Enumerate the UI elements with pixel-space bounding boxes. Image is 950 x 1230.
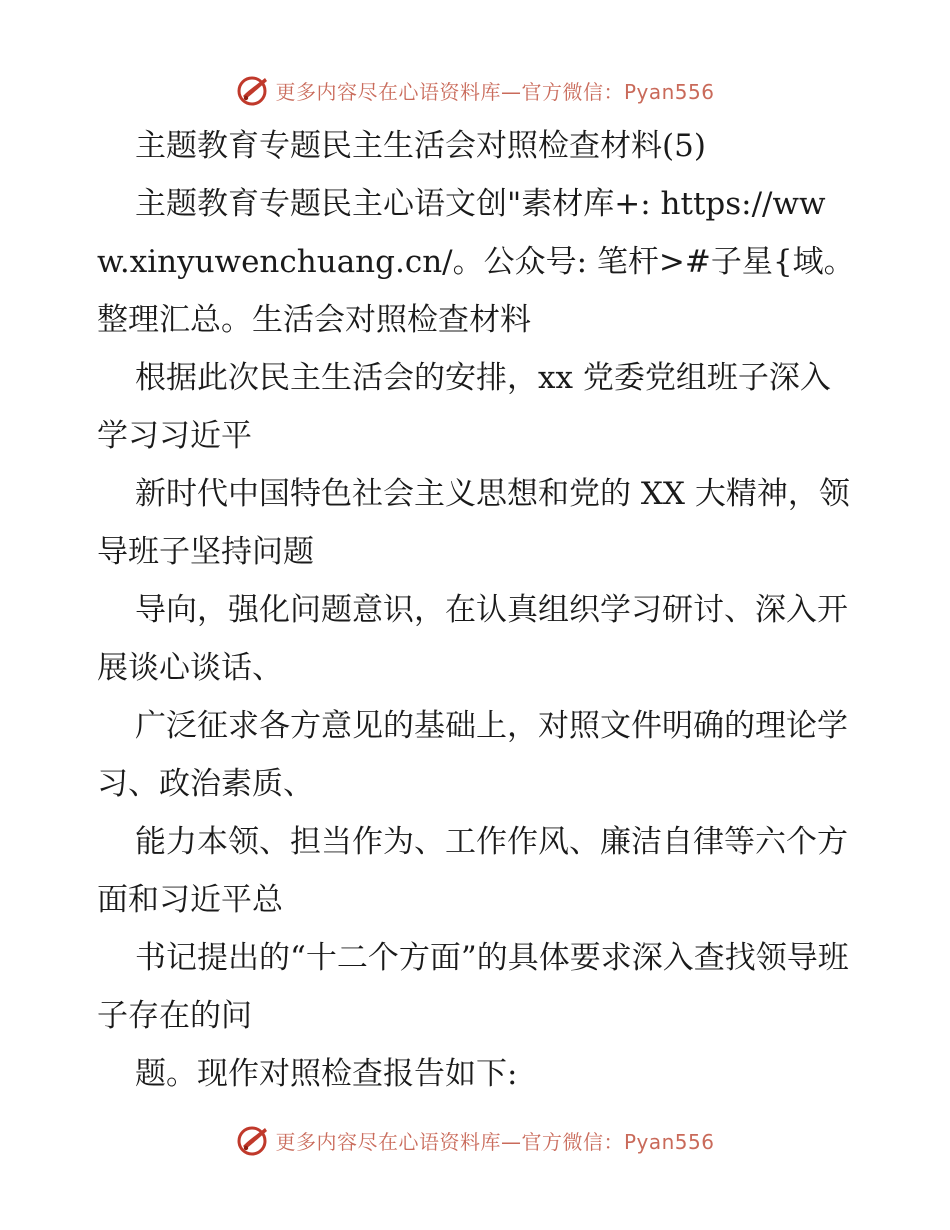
paragraph: 新时代中国特色社会主义思想和党的 XX 大精神，领导班子坚持问题: [97, 476, 850, 570]
paragraph: 主题教育专题民主心语文创"素材库+: https://www.xinyuwenchuang.cn/。公众号: 笔杆>#子星{域。整理汇总。生活会对照检查材料: [97, 186, 855, 338]
header-banner: [0, 70, 950, 110]
brush-pen-logo-icon: [235, 72, 271, 108]
paragraph: 题。现作对照检查报告如下:: [135, 1056, 518, 1092]
paragraph: 书记提出的“十二个方面”的具体要求深入查找领导班子存在的问: [97, 940, 849, 1034]
paragraph: 根据此次民主生活会的安排，xx 党委党组班子深入学习习近平: [97, 360, 831, 454]
footer-banner-text: 更多内容尽在心语资料库—官方微信：Pyan556: [275, 1129, 715, 1154]
header-banner-inner: [235, 72, 714, 108]
footer-banner-inner: [235, 1122, 714, 1158]
paragraph: 导向，强化问题意识，在认真组织学习研讨、深入开展谈心谈话、: [97, 592, 848, 686]
document-body: [97, 117, 857, 1103]
brush-pen-logo-icon: [235, 1122, 271, 1158]
header-banner-text: 更多内容尽在心语资料库—官方微信：Pyan556: [275, 79, 715, 104]
paragraph: 能力本领、担当作为、工作作风、廉洁自律等六个方面和习近平总: [97, 824, 848, 918]
paragraph: 广泛征求各方意见的基础上，对照文件明确的理论学习、政治素质、: [97, 708, 848, 802]
footer-banner: [0, 1120, 950, 1160]
document-title: 主题教育专题民主生活会对照检查材料(5): [135, 128, 706, 164]
